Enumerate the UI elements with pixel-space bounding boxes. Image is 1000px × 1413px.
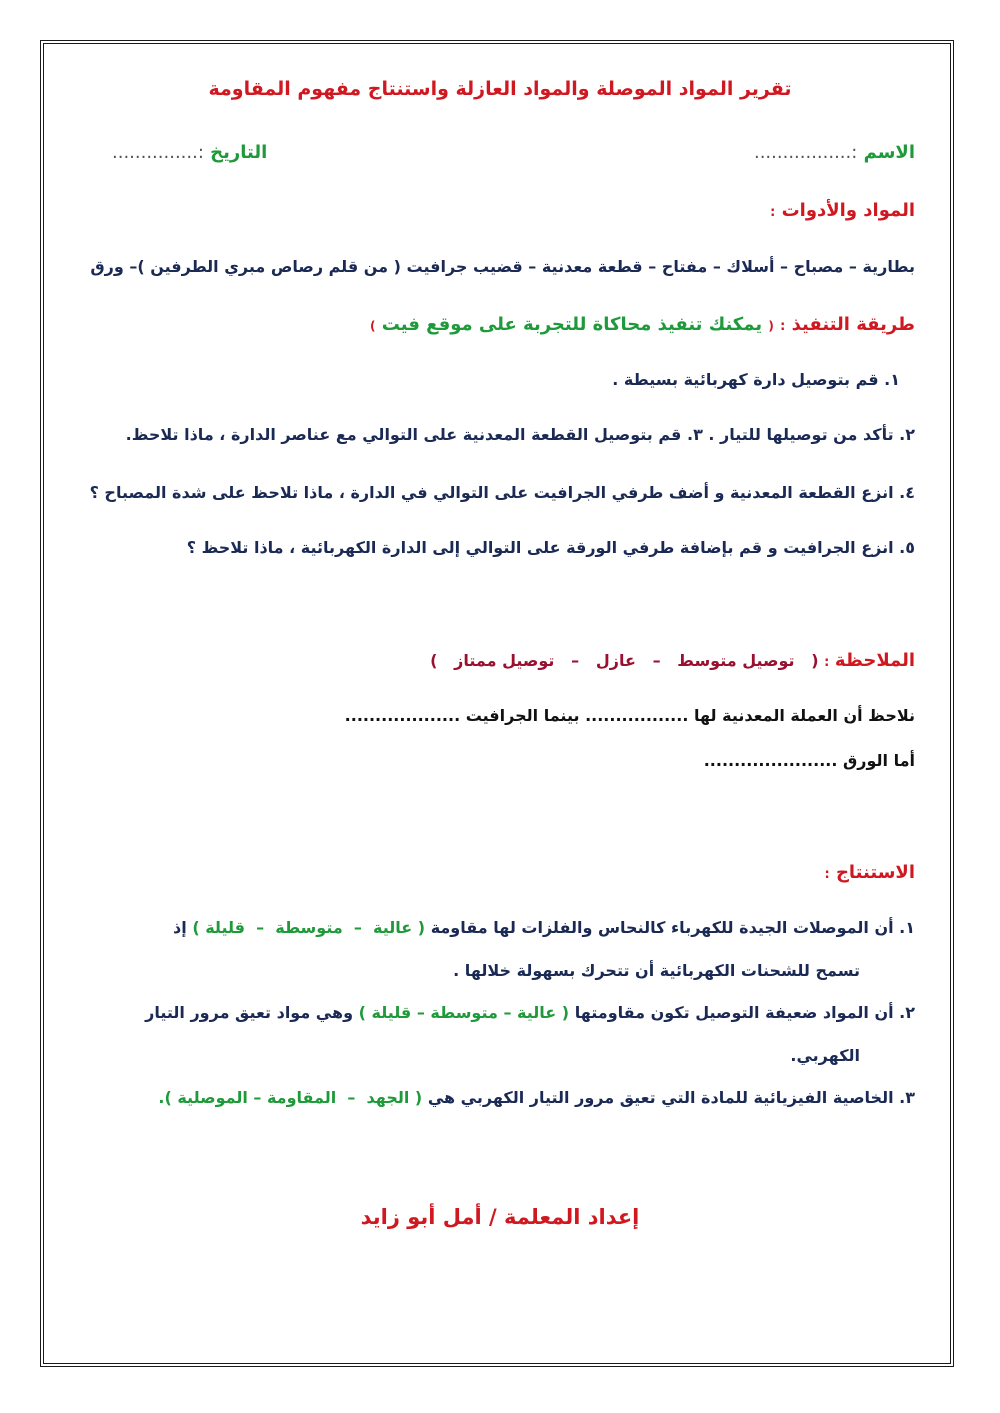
procedure-open-paren: ( <box>768 319 774 333</box>
procedure-colon: : <box>780 319 786 334</box>
conclusion-item-1-text: ١. أن الموصلات الجيدة للكهرباء كالنحاس والفلزات لها مقاومة <box>430 918 915 937</box>
observation-heading: الملاحظة <box>834 650 915 671</box>
conclusion-heading: الاستنتاج <box>835 862 915 883</box>
conclusion-item-2-line-1 <box>145 1003 915 1022</box>
observation-options: ( توصيل متوسط – عازل – توصيل ممتاز ) <box>430 651 819 670</box>
materials-colon: : <box>770 205 776 220</box>
observation-colon: : <box>824 655 830 670</box>
conclusion-item-2-choices[interactable]: ( عالية – متوسطة – قليلة ) <box>358 1003 570 1022</box>
conclusion-item-1-line-2: تسمح للشحنات الكهربائية أن تتحرك بسهولة خلالها . <box>453 961 860 980</box>
page-border <box>40 40 954 1367</box>
materials-list: بطارية – مصباح – أسلاك – مفتاح – قطعة معدنية – قضيب جرافيت ( من قلم رصاص مبري الطرفين )– ورق <box>90 257 915 276</box>
conclusion-item-3-choices[interactable]: ( الجهد – المقاومة – الموصلية ). <box>158 1088 423 1107</box>
observation-line-1[interactable]: نلاحظ أن العملة المعدنية لها ................. بينما الجرافيت ................... <box>344 706 915 725</box>
conclusion-item-3-text: ٣. الخاصية الفيزيائية للمادة التي تعيق مرور التيار الكهربي هي <box>427 1088 915 1107</box>
date-label: التاريخ <box>210 142 268 163</box>
name-row <box>754 142 915 163</box>
materials-heading: المواد والأدوات <box>781 200 915 221</box>
conclusion-heading-row <box>824 862 915 883</box>
conclusion-item-2-text: ٢. أن المواد ضعيفة التوصيل تكون مقاومتها <box>574 1003 915 1022</box>
procedure-step-1: ١. قم بتوصيل دارة كهربائية بسيطة . <box>612 370 900 389</box>
conclusion-item-1-end: إذ <box>173 918 187 937</box>
page-title: تقرير المواد الموصلة والمواد العازلة واستنتاج مفهوم المقاومة <box>208 78 792 100</box>
procedure-close-paren: ) <box>369 319 376 333</box>
date-row <box>112 142 267 163</box>
conclusion-item-1-line-1 <box>173 918 915 937</box>
procedure-step-4: ٤. انزع القطعة المعدنية و أضف طرفي الجرافيت على التوالي في الدارة ، ماذا تلاحظ على شدة المصباح ؟ <box>89 483 915 502</box>
materials-heading-row <box>770 200 915 221</box>
observation-heading-row <box>430 650 915 671</box>
name-blank[interactable]: :................. <box>753 142 858 163</box>
procedure-heading: طريقة التنفيذ <box>791 314 915 335</box>
conclusion-item-2-end: وهي مواد تعيق مرور التيار <box>145 1003 354 1022</box>
procedure-note: يمكنك تنفيذ محاكاة للتجربة على موقع فيت <box>381 314 763 335</box>
procedure-step-2: ٢. تأكد من توصيلها للتيار . ٣. قم بتوصيل القطعة المعدنية على التوالي مع عناصر الدارة ، ماذا تلاحظ. <box>125 425 915 444</box>
conclusion-item-2-line-2: الكهربي. <box>790 1046 860 1065</box>
date-blank[interactable]: :............... <box>112 142 204 163</box>
teacher-credit: إعداد المعلمة / أمل أبو زايد <box>360 1205 640 1229</box>
name-label: الاسم <box>863 142 915 163</box>
conclusion-item-1-choices[interactable]: ( عالية – متوسطة – قليلة ) <box>192 918 426 937</box>
conclusion-colon: : <box>824 867 830 882</box>
observation-line-2[interactable]: أما الورق ...................... <box>703 751 915 770</box>
procedure-step-5: ٥. انزع الجرافيت و قم بإضافة طرفي الورقة على التوالي إلى الدارة الكهربائية ، ماذا تلاحظ ؟ <box>186 538 915 557</box>
procedure-heading-row <box>370 314 915 335</box>
conclusion-item-3 <box>158 1088 915 1107</box>
